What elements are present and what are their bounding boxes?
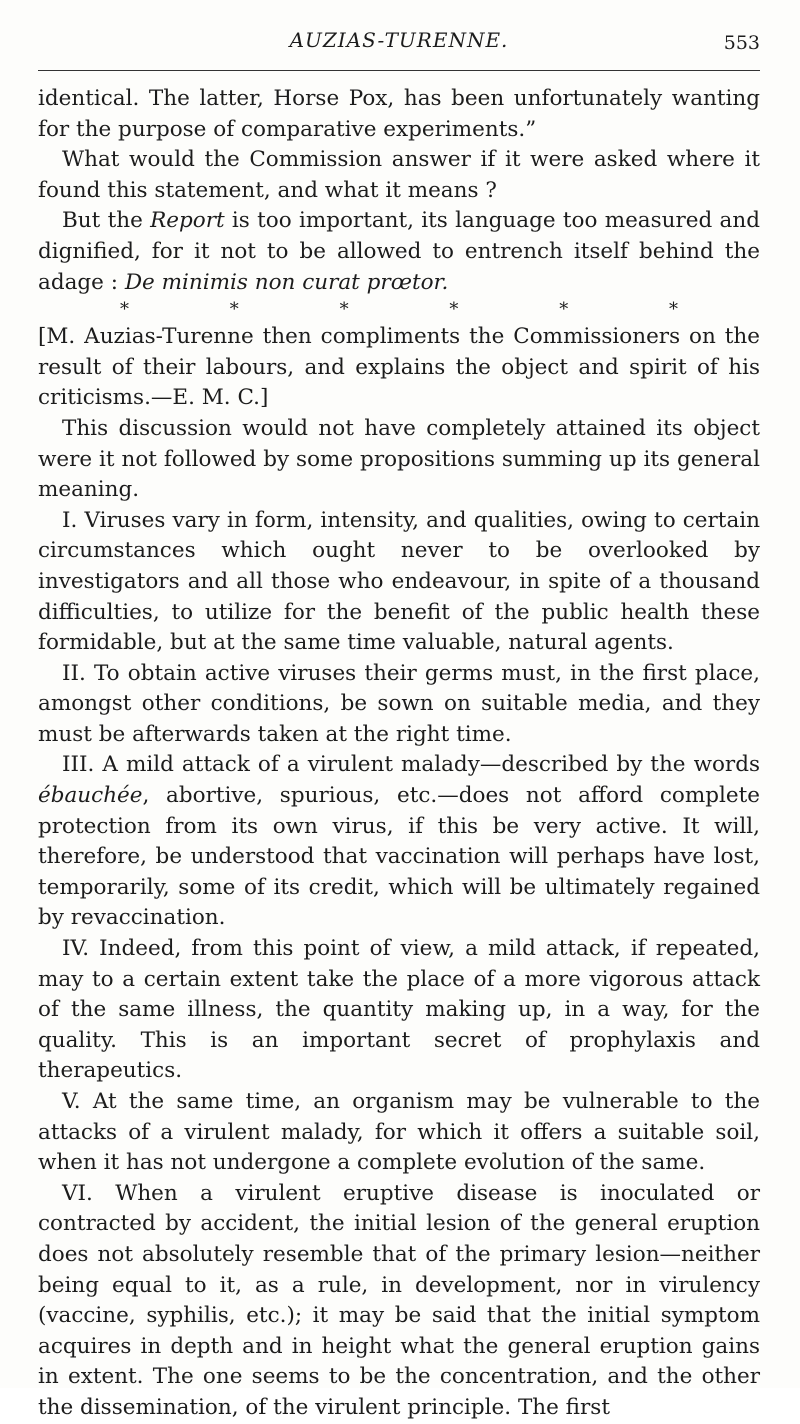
star: * bbox=[120, 299, 129, 321]
paragraph-3-text-b: is too important, its language too measured and dignified, for it not to be allowed to entrench itself behind the adage : bbox=[38, 208, 760, 295]
paragraph-1: identical. The latter, Horse Pox, has been unfortunately wanting for the purpose of comparative experiments.” bbox=[38, 86, 760, 142]
paragraph-4: [M. Auzias-Turenne then compliments the Commissioners on the result of their labours, and explains the object and spirit of his criticisms.—E. M. C.] bbox=[38, 324, 760, 411]
latin-adage: De minimis non curat prœtor. bbox=[124, 269, 449, 295]
star: * bbox=[668, 299, 678, 321]
running-title: AUZIAS-TURENNE. bbox=[289, 28, 509, 52]
paragraph-3 bbox=[38, 206, 760, 298]
proposition-6: VI. When a virulent eruptive disease is inoculated or contracted by accident, the initial lesion of the general eruption does not absolutely resemble that of the primary lesion—neither being equal to it, as a rule, in development, nor in virulency (vaccine, syphilis, etc.); it may be said that the initial symptom acquires in depth and in height what the general eruption gains in extent. The one seems to be the concentration, and the other the dissemination, of the virulent principle. The first bbox=[38, 1180, 760, 1420]
star: * bbox=[339, 299, 349, 321]
proposition-3-text-a: III. A mild attack of a virulent malady—described by the words bbox=[62, 752, 760, 778]
proposition-5: V. At the same time, an organism may be vulnerable to the attacks of a virulent malady, for which it offers a suitable soil, when it has not undergone a complete evolution of the same. bbox=[38, 1089, 760, 1176]
page-number: 553 bbox=[723, 32, 760, 54]
ebauchee-italic: ébauchée bbox=[38, 783, 143, 809]
header-rule bbox=[38, 70, 760, 71]
proposition-4: IV. Indeed, from this point of view, a mild attack, if repeated, may to a certain extent take the place of a more vigorous attack of the same illness, the quantity making up, in a way, for the quality. This is an important secret of prophylaxis and therapeutics. bbox=[38, 936, 760, 1084]
paragraph-2: What would the Commission answer if it were asked where it found this statement, and what it means ? bbox=[38, 147, 760, 203]
paragraph-5: This discussion would not have completely attained its object were it not followed by some propositions summing up its general meaning. bbox=[38, 415, 760, 503]
star: * bbox=[449, 299, 459, 321]
body-text bbox=[38, 84, 760, 1424]
proposition-2: II. To obtain active viruses their germs must, in the first place, amongst other conditions, be sown on suitable media, and they must be afterwards taken at the right time. bbox=[38, 660, 760, 747]
section-separator bbox=[38, 298, 760, 322]
star: * bbox=[229, 299, 239, 321]
proposition-3-text-b: , abortive, spurious, etc.—does not afford complete protection from its own virus, if this be very active. It will, therefore, be understood that vaccination will perhaps have lost, temporarily, some of its credit, which will be ultimately regained by revaccination. bbox=[38, 783, 760, 931]
page-header bbox=[38, 28, 760, 62]
report-italic: Report bbox=[150, 208, 225, 234]
star: * bbox=[559, 299, 569, 321]
paragraph-3-text-a: But the bbox=[62, 208, 151, 234]
proposition-1: I. Viruses vary in form, intensity, and qualities, owing to certain circumstances which ought never to be overlooked by investigators and all those who endeavour, in spite of a thousand difficulties, to utilize for the benefit of the public health these formidable, but at the same time valuable, natural agents. bbox=[38, 507, 760, 656]
proposition-3 bbox=[38, 750, 760, 934]
